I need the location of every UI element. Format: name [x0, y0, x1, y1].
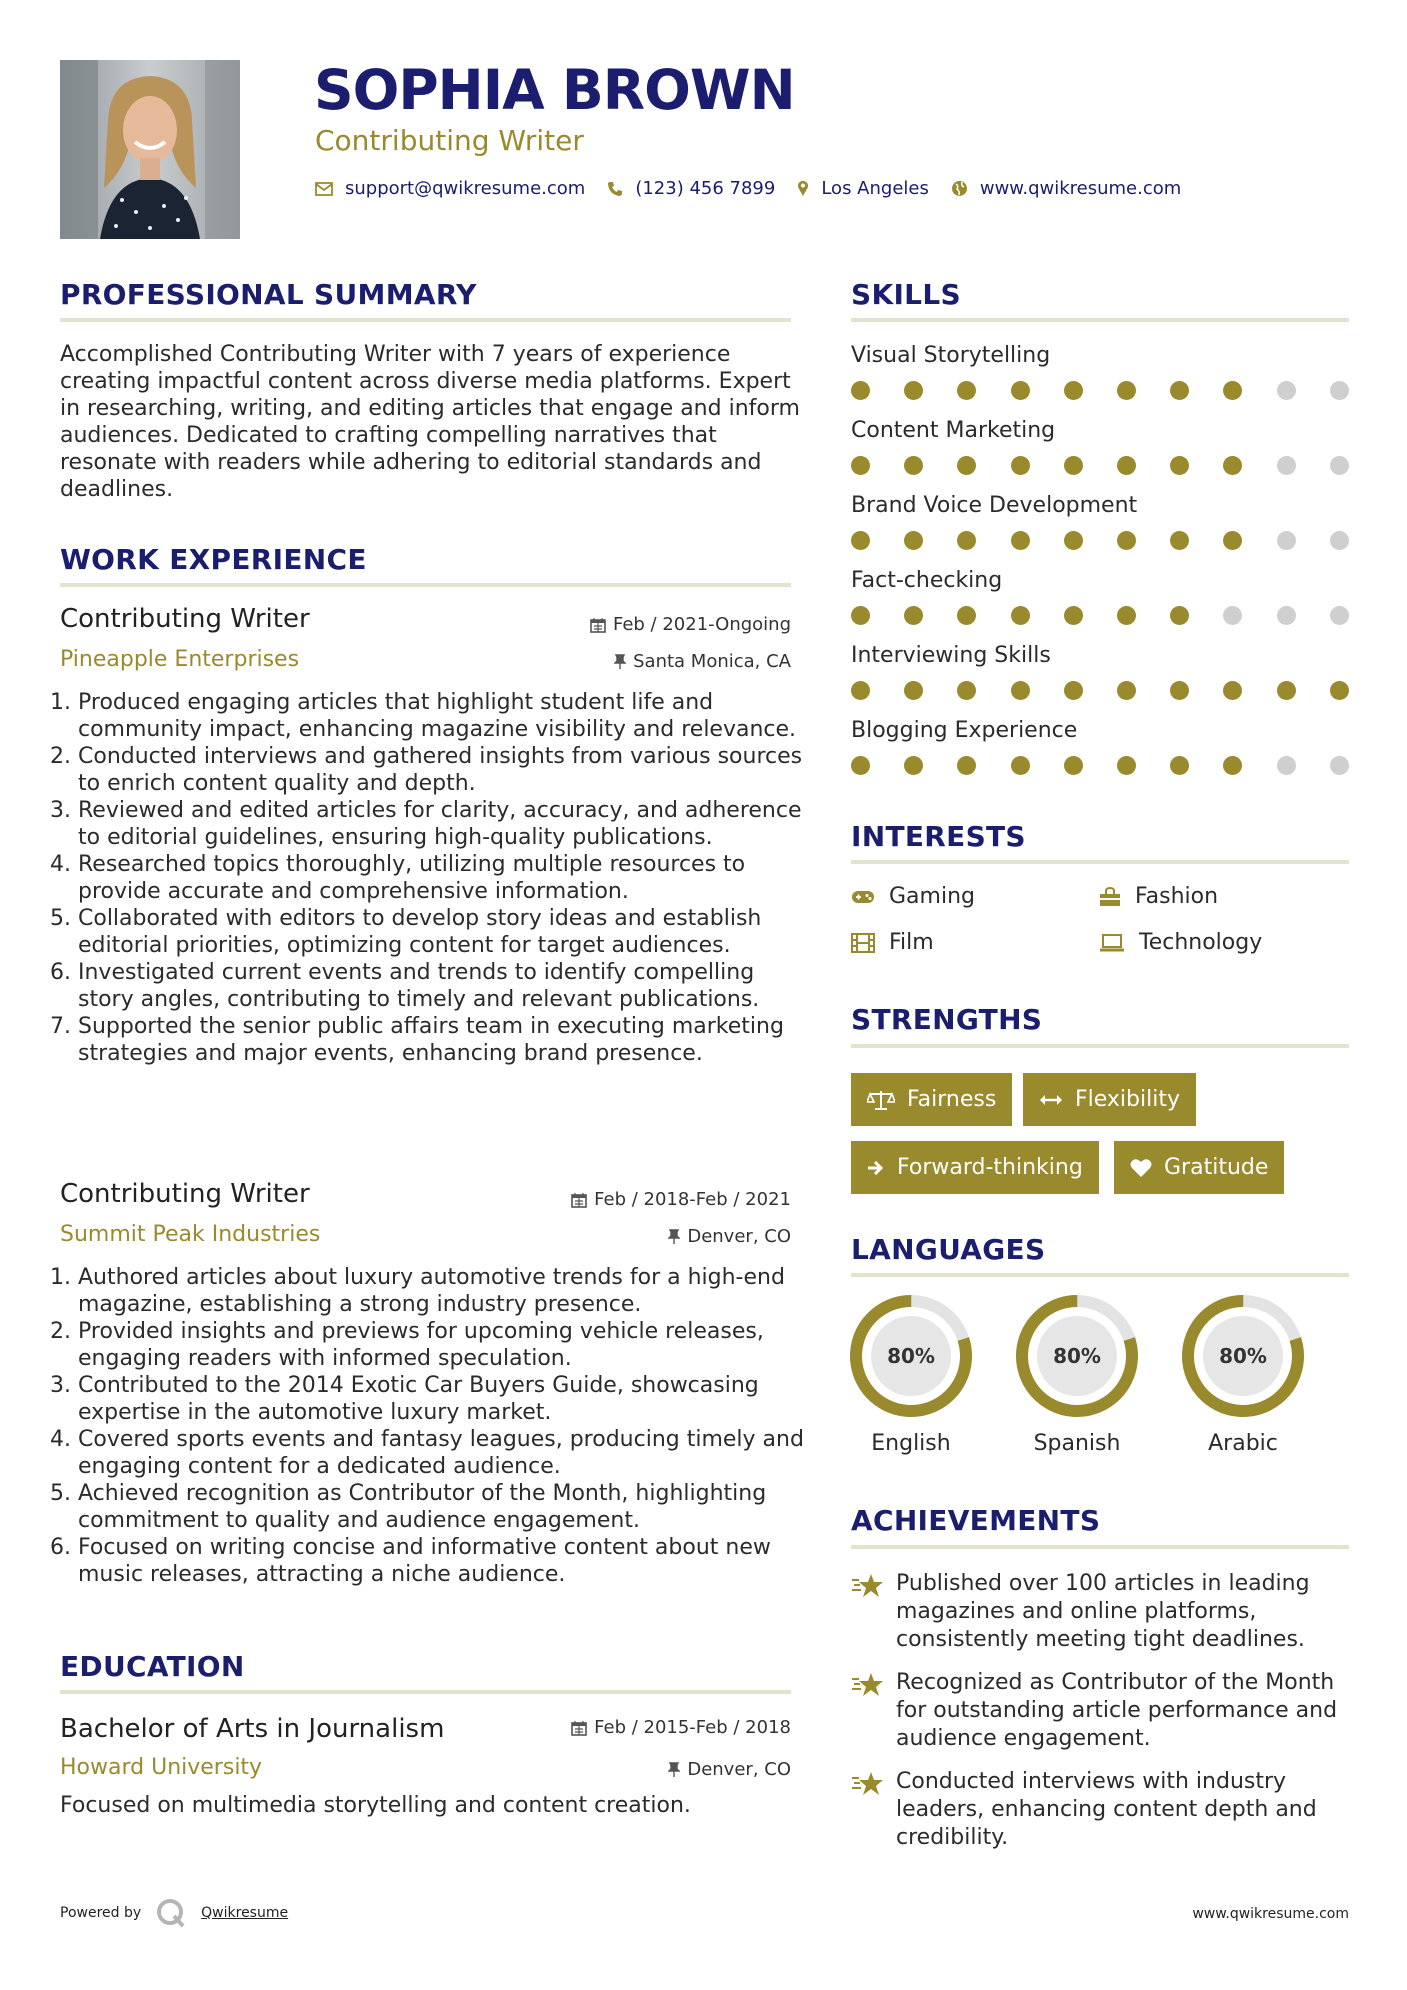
- skill-dot: [851, 756, 870, 775]
- job-1-bullets: [50, 689, 805, 1067]
- pushpin-icon: [668, 1762, 680, 1778]
- candidate-name: SOPHIA BROWN: [314, 58, 795, 122]
- gauge-label: 80%: [1053, 1344, 1101, 1368]
- strength-fairness: [851, 1073, 1012, 1126]
- skill-dot: [1277, 681, 1296, 700]
- languages-heading: LANGUAGES: [851, 1233, 1046, 1266]
- balance-scale-icon: [867, 1089, 895, 1111]
- arrow-right-icon: [867, 1159, 885, 1177]
- skill-rating: [851, 756, 1351, 776]
- skill-dot: [1011, 456, 1030, 475]
- arrows-horizontal-icon: [1039, 1093, 1063, 1107]
- list-item: 5. Achieved recognition as Contributor of the Month, highlighting commitment to quality and audience engagement.: [50, 1481, 767, 1533]
- skill-rating: [851, 381, 1351, 401]
- education-divider: [60, 1690, 791, 1694]
- language-gauge: [848, 1293, 974, 1419]
- powered-by-text: Powered by: [60, 1905, 142, 1921]
- skill-dot: [904, 531, 923, 550]
- job-2-location: [668, 1226, 791, 1247]
- skill-dot: [957, 456, 976, 475]
- job-2-title: Contributing Writer: [60, 1179, 310, 1209]
- strength-flexibility: [1023, 1073, 1196, 1126]
- interest-label: Gaming: [889, 884, 975, 909]
- skill-dot: [904, 606, 923, 625]
- map-pin-icon: [797, 180, 809, 197]
- language-arabic: [1180, 1293, 1306, 1423]
- skill-dot: [1170, 381, 1189, 400]
- skill-dot: [1330, 681, 1349, 700]
- skill-dot: [1011, 756, 1030, 775]
- job-2-company: Summit Peak Industries: [60, 1222, 321, 1247]
- skills-heading: SKILLS: [851, 278, 961, 311]
- job-1-location: [614, 651, 791, 672]
- skill-dot: [1223, 381, 1242, 400]
- list-item: 1. Authored articles about luxury automotive trends for a high-end magazine, establishing a strong industry presence.: [50, 1265, 785, 1317]
- education-description: Focused on multimedia storytelling and content creation.: [60, 1793, 691, 1818]
- skill-dot: [1330, 606, 1349, 625]
- skill-rating: [851, 531, 1351, 551]
- skill-rating: [851, 681, 1351, 701]
- interest-technology: [1099, 930, 1262, 955]
- skill-dot: [1117, 606, 1136, 625]
- skill-dot: [1330, 531, 1349, 550]
- location-text: Los Angeles: [821, 178, 929, 199]
- phone-icon: [607, 181, 623, 197]
- contact-bar: [315, 178, 1203, 199]
- summary-text: Accomplished Contributing Writer with 7 years of experience creating impactful content across diverse media platforms. Expert in researching, writing, and editing articles that engage and inform audiences. Dedicated to crafting compelling narratives that resonate with readers while adhering to editorial standards and deadlines.: [60, 342, 800, 502]
- strength-label: Gratitude: [1164, 1155, 1269, 1180]
- job-1-dates: [590, 614, 791, 635]
- strength-label: Flexibility: [1075, 1087, 1180, 1112]
- skill-dot: [1223, 456, 1242, 475]
- skill-dot: [1170, 681, 1189, 700]
- skill-dot: [957, 756, 976, 775]
- interest-label: Film: [889, 930, 934, 955]
- skill-dot: [1223, 681, 1242, 700]
- strength-label: Forward-thinking: [897, 1155, 1083, 1180]
- star-badge-icon: [851, 1572, 885, 1600]
- job-2-dates: [571, 1189, 791, 1210]
- skill-dot: [1170, 606, 1189, 625]
- qwikresume-logo-icon: [155, 1898, 187, 1928]
- education-location-text: Denver, CO: [687, 1759, 791, 1780]
- language-name: Arabic: [1208, 1431, 1278, 1456]
- skill-dot: [904, 681, 923, 700]
- calendar-icon: [571, 1720, 587, 1736]
- skill-dot: [851, 606, 870, 625]
- globe-icon: [951, 180, 968, 197]
- list-item: 6. Focused on writing concise and informative content about new music releases, attracting a niche audience.: [50, 1535, 771, 1587]
- job-1-dates-text: Feb / 2021-Ongoing: [612, 614, 791, 635]
- contact-email[interactable]: [315, 178, 585, 199]
- star-badge-icon: [851, 1671, 885, 1699]
- skill-dot: [1011, 681, 1030, 700]
- experience-heading: WORK EXPERIENCE: [60, 543, 367, 576]
- interests-heading: INTERESTS: [851, 820, 1026, 853]
- skill-dot: [1011, 531, 1030, 550]
- list-item: 5. Collaborated with editors to develop story ideas and establish editorial priorities, optimizing content for target audiences.: [50, 906, 762, 958]
- summary-heading: PROFESSIONAL SUMMARY: [60, 278, 477, 311]
- skill-dot: [1011, 606, 1030, 625]
- achievement-text: Recognized as Contributor of the Month for outstanding article performance and audience engagement.: [896, 1670, 1338, 1751]
- education-degree: Bachelor of Arts in Journalism: [60, 1714, 445, 1744]
- list-item: 3. Contributed to the 2014 Exotic Car Buyers Guide, showcasing expertise in the automotive luxury market.: [50, 1373, 759, 1425]
- languages-divider: [851, 1273, 1349, 1277]
- skill-dot: [1330, 456, 1349, 475]
- skill-dot: [1277, 381, 1296, 400]
- interest-film: [851, 930, 934, 955]
- job-1-location-text: Santa Monica, CA: [633, 651, 791, 672]
- job-2-bullets: [50, 1264, 805, 1588]
- interest-gaming: [851, 884, 975, 909]
- achievement-text: Published over 100 articles in leading magazines and online platforms, consistently meeting tight deadlines.: [896, 1571, 1310, 1652]
- list-item: 4. Researched topics thoroughly, utilizing multiple resources to provide accurate and comprehensive information.: [50, 852, 746, 904]
- achievements-heading: ACHIEVEMENTS: [851, 1504, 1101, 1537]
- skill-name: Blogging Experience: [851, 718, 1078, 743]
- strength-forward-thinking: [851, 1141, 1099, 1194]
- skill-dot: [851, 681, 870, 700]
- envelope-icon: [315, 182, 333, 196]
- skill-dot: [1117, 756, 1136, 775]
- job-2-location-text: Denver, CO: [687, 1226, 791, 1247]
- skill-dot: [957, 531, 976, 550]
- list-item: 4. Covered sports events and fantasy leagues, producing timely and engaging content for a dedicated audience.: [50, 1427, 804, 1479]
- contact-website[interactable]: [951, 178, 1181, 199]
- profile-photo: [60, 60, 240, 239]
- email-text: support@qwikresume.com: [345, 178, 586, 199]
- strengths-heading: STRENGTHS: [851, 1003, 1043, 1036]
- education-dates-text: Feb / 2015-Feb / 2018: [594, 1717, 791, 1738]
- skill-dot: [1330, 381, 1349, 400]
- skill-name: Fact-checking: [851, 568, 1003, 593]
- education-location: [668, 1759, 791, 1780]
- skill-dot: [904, 456, 923, 475]
- language-gauge: [1180, 1293, 1306, 1419]
- summary-divider: [60, 318, 791, 322]
- star-badge-icon: [851, 1770, 885, 1798]
- film-icon: [851, 933, 875, 953]
- skill-dot: [957, 381, 976, 400]
- heart-icon: [1130, 1158, 1152, 1178]
- skill-rating: [851, 456, 1351, 476]
- footer-powered-by: [60, 1898, 288, 1928]
- skill-name: Visual Storytelling: [851, 343, 1051, 368]
- skill-dot: [1277, 531, 1296, 550]
- skill-dot: [851, 531, 870, 550]
- contact-location: [797, 178, 929, 199]
- education-dates: [571, 1717, 791, 1738]
- interest-label: Technology: [1139, 930, 1263, 955]
- skill-dot: [1011, 381, 1030, 400]
- skill-dot: [904, 756, 923, 775]
- pushpin-icon: [668, 1229, 680, 1245]
- job-2-dates-text: Feb / 2018-Feb / 2021: [594, 1189, 791, 1210]
- skill-dot: [1170, 756, 1189, 775]
- footer-brand-link[interactable]: Qwikresume: [201, 1905, 289, 1921]
- skill-dot: [1064, 531, 1083, 550]
- website-text: www.qwikresume.com: [979, 178, 1182, 199]
- list-item: 6. Investigated current events and trends to identify compelling story angles, contributing to timely and relevant publications.: [50, 960, 760, 1012]
- list-item: 3. Reviewed and edited articles for clarity, accuracy, and adherence to editorial guidelines, ensuring high-quality publications.: [50, 798, 802, 850]
- skill-dot: [1064, 756, 1083, 775]
- calendar-icon: [590, 617, 606, 633]
- strengths-divider: [851, 1044, 1349, 1048]
- gamepad-icon: [851, 890, 875, 904]
- list-item: 2. Conducted interviews and gathered insights from various sources to enrich content quality and depth.: [50, 744, 803, 796]
- skill-name: Brand Voice Development: [851, 493, 1138, 518]
- gauge-label: 80%: [887, 1344, 935, 1368]
- skill-dot: [851, 456, 870, 475]
- skill-dot: [1277, 756, 1296, 775]
- language-english: [848, 1293, 974, 1423]
- skill-dot: [1117, 681, 1136, 700]
- skill-name: Interviewing Skills: [851, 643, 1051, 668]
- skill-dot: [1064, 456, 1083, 475]
- skill-dot: [1117, 381, 1136, 400]
- list-item: 1. Produced engaging articles that highlight student life and community impact, enhancing magazine visibility and relevance.: [50, 690, 797, 742]
- skill-name: Content Marketing: [851, 418, 1056, 443]
- gauge-label: 80%: [1219, 1344, 1267, 1368]
- skill-dot: [1223, 531, 1242, 550]
- education-school: Howard University: [60, 1755, 263, 1780]
- language-spanish: [1014, 1293, 1140, 1423]
- skill-dot: [1170, 456, 1189, 475]
- education-heading: EDUCATION: [60, 1650, 245, 1683]
- skill-dot: [904, 381, 923, 400]
- skill-dot: [1064, 681, 1083, 700]
- list-item: 2. Provided insights and previews for upcoming vehicle releases, engaging readers with informed speculation.: [50, 1319, 764, 1371]
- skill-dot: [1064, 606, 1083, 625]
- laptop-icon: [1099, 934, 1125, 952]
- skill-rating: [851, 606, 1351, 626]
- skills-divider: [851, 318, 1349, 322]
- job-1-company: Pineapple Enterprises: [60, 647, 300, 672]
- strength-gratitude: [1114, 1141, 1284, 1194]
- achievements-divider: [851, 1545, 1349, 1549]
- experience-divider: [60, 583, 791, 587]
- language-gauge: [1014, 1293, 1140, 1419]
- language-name: Spanish: [1033, 1431, 1121, 1456]
- skill-dot: [1064, 381, 1083, 400]
- skill-dot: [1170, 531, 1189, 550]
- phone-text: (123) 456 7899: [635, 178, 776, 199]
- skill-dot: [1277, 606, 1296, 625]
- skill-dot: [957, 606, 976, 625]
- calendar-icon: [571, 1192, 587, 1208]
- skill-dot: [1277, 456, 1296, 475]
- interest-label: Fashion: [1135, 884, 1219, 909]
- interest-fashion: [1099, 884, 1218, 909]
- job-1-title: Contributing Writer: [60, 604, 310, 634]
- strength-label: Fairness: [907, 1087, 997, 1112]
- list-item: 7. Supported the senior public affairs team in executing marketing strategies and major events, enhancing brand presence.: [50, 1014, 784, 1066]
- language-name: English: [871, 1431, 951, 1456]
- skill-dot: [851, 381, 870, 400]
- skill-dot: [1117, 531, 1136, 550]
- skill-dot: [1117, 456, 1136, 475]
- skill-dot: [1223, 606, 1242, 625]
- skill-dot: [957, 681, 976, 700]
- contact-phone[interactable]: [607, 178, 775, 199]
- bag-icon: [1099, 887, 1121, 907]
- skill-dot: [1223, 756, 1242, 775]
- interests-divider: [851, 860, 1349, 864]
- footer-site-link[interactable]: www.qwikresume.com: [1192, 1906, 1349, 1922]
- skill-dot: [1330, 756, 1349, 775]
- pushpin-icon: [614, 654, 626, 670]
- achievement-text: Conducted interviews with industry leaders, enhancing content depth and credibility.: [896, 1769, 1317, 1850]
- candidate-title: Contributing Writer: [315, 124, 584, 157]
